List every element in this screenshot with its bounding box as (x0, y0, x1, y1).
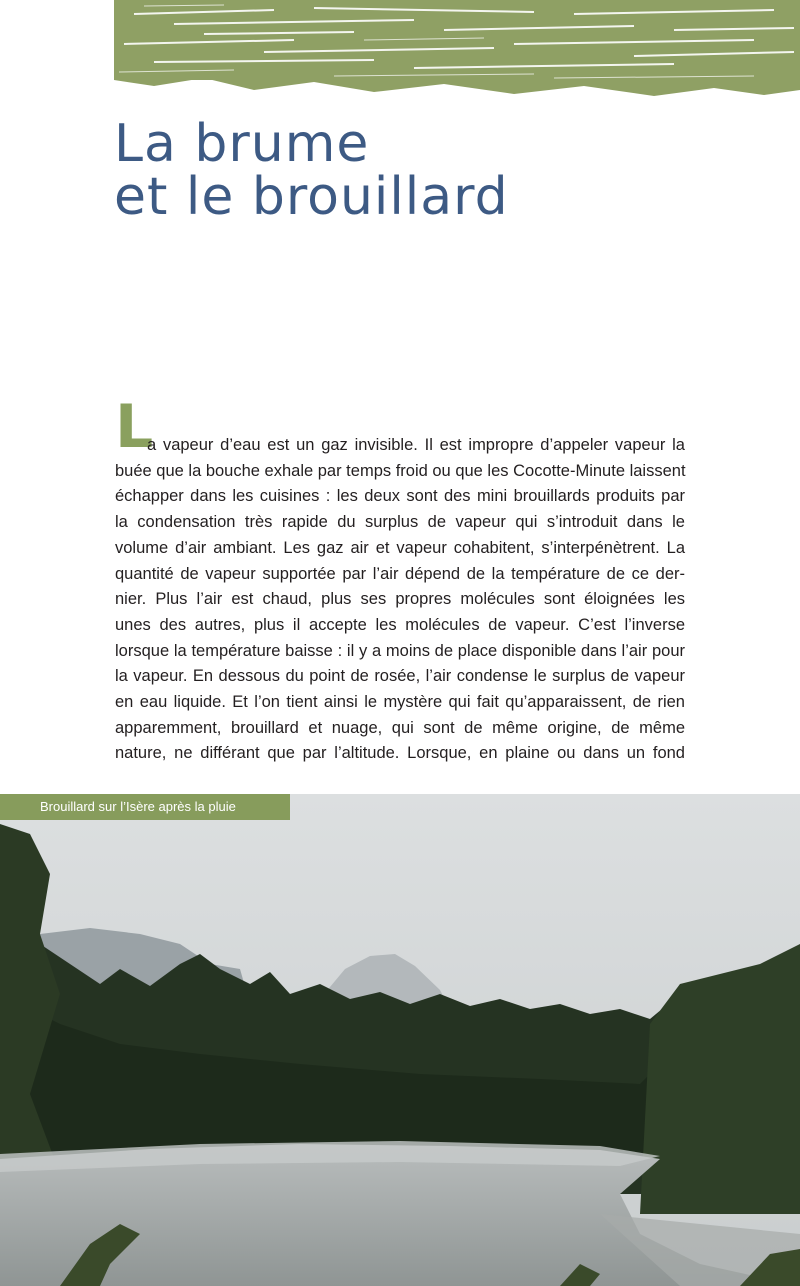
photo-illustration (0, 794, 800, 1286)
page-title (114, 114, 509, 227)
text-line: volume d’air ambiant. Les gaz air et vapeur cohabitent, s’interpénètrent. La (115, 538, 685, 557)
title-line-1: La brume (114, 114, 370, 174)
text-line: en eau liquide. Et l’on tient ainsi le mystère qui fait qu’apparaissent, de rien (115, 693, 685, 712)
text-line: nier. Plus l’air est chaud, plus ses propres molécules sont éloignées les (115, 590, 685, 609)
text-line: buée que la bouche exhale par temps froid ou que les Cocotte-Minute laissent (115, 461, 686, 480)
brush-banner-decoration (114, 0, 800, 98)
brush-stroke-graphic (114, 0, 800, 98)
text-line: la condensation très rapide du surplus de vapeur qui s’introduit dans le (115, 513, 685, 532)
text-line: lorsque la température baisse : il y a moins de place disponible dans l’air pour (115, 641, 685, 660)
photo-caption: Brouillard sur l’Isère après la pluie (0, 794, 290, 820)
text-line: apparemment, brouillard et nuage, qui sont de même origine, de même (115, 718, 685, 737)
text-line: unes des autres, plus il accepte les molécules de vapeur. C’est l’inverse (115, 615, 685, 634)
body-paragraph (115, 433, 685, 767)
text-line: la vapeur. En dessous du point de rosée, l’air condense le surplus de vapeur (115, 667, 685, 686)
title-line-2: et le brouillard (114, 167, 509, 227)
text-line: a vapeur d’eau est un gaz invisible. Il est impropre d’appeler vapeur la (147, 436, 685, 454)
text-line: quantité de vapeur supportée par l’air dépend de la température de ce der- (115, 564, 685, 583)
text-line: nature, ne différant que par l’altitude. Lorsque, en plaine ou dans un fond (115, 744, 685, 763)
text-line: échapper dans les cuisines : les deux sont des mini brouillards produits par (115, 487, 685, 506)
drop-cap: L (115, 392, 154, 462)
river-fog-photo (0, 794, 800, 1286)
